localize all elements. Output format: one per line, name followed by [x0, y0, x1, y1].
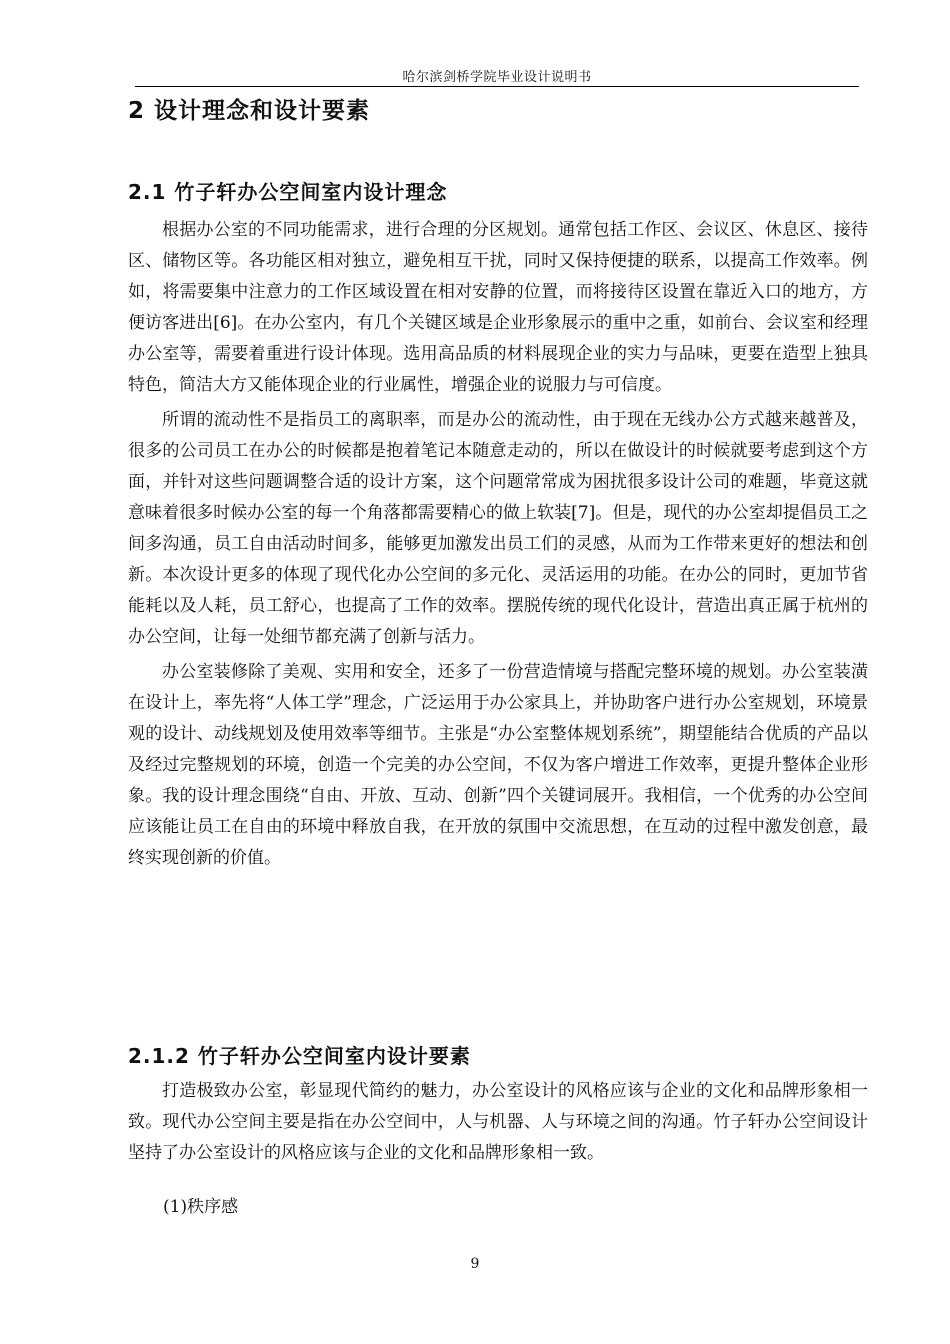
- list-item: (1)秩序感: [163, 1197, 239, 1217]
- paragraph: 根据办公室的不同功能需求，进行合理的分区规划。通常包括工作区、会议区、休息区、接待区、储物区等。各功能区相对独立，避免相互干扰，同时又保持便捷的联系，以提高工作效率。例如，将需要集中注意力的工作区域设置在相对安静的位置，而将接待区设置在靠近入口的地方，方便访客进出[6]。在办公室内，有几个关键区域是企业形象展示的重中之重，如前台、会议室和经理办公室等，需要着重进行设计体现。选用高品质的材料展现企业的实力与品味，更要在造型上独具特色，简洁大方又能体现企业的行业属性，增强企业的说服力与可信度。: [128, 220, 868, 395]
- paragraph: 办公室装修除了美观、实用和安全，还多了一份营造情境与搭配完整环境的规划。办公室装潢在设计上，率先将“人体工学”理念，广泛运用于办公家具上，并协助客户进行办公室规划，环境景观的设计、动线规划及使用效率等细节。主张是“办公室整体规划系统”，期望能结合优质的产品以及经过完整规划的环境，创造一个完美的办公空间，不仅为客户增进工作效率，更提升整体企业形象。我的设计理念围绕“自由、开放、互动、创新”四个关键词展开。我相信，一个优秀的办公空间应该能让员工在自由的环境中释放自我，在开放的氛围中交流思想，在互动的过程中激发创意，最终实现创新的价值。: [128, 662, 868, 868]
- section-2-1-body: [128, 215, 868, 874]
- chapter-title: 2 设计理念和设计要素: [128, 98, 371, 124]
- running-header: 哈尔滨剑桥学院毕业设计说明书: [402, 70, 592, 85]
- section-title-2-1: 2.1 竹子轩办公空间室内设计理念: [128, 180, 448, 204]
- section-2-1-2-body: [128, 1076, 868, 1169]
- paragraph: 打造极致办公室，彰显现代简约的魅力，办公室设计的风格应该与企业的文化和品牌形象相一致。现代办公空间主要是指在办公空间中，人与机器、人与环境之间的沟通。竹子轩办公空间设计坚持了办公室设计的风格应该与企业的文化和品牌形象相一致。: [128, 1081, 868, 1163]
- paragraph: 所谓的流动性不是指员工的离职率，而是办公的流动性，由于现在无线办公方式越来越普及，很多的公司员工在办公的时候都是抱着笔记本随意走动的，所以在做设计的时候就要考虑到这个方面，并针对这些问题调整合适的设计方案，这个问题常常成为困扰很多设计公司的难题，毕竟这就意味着很多时候办公室的每一个角落都需要精心的做上软装[7]。但是，现代的办公室却提倡员工之间多沟通，员工自由活动时间多，能够更加激发出员工们的灵感，从而为工作带来更好的想法和创新。本次设计更多的体现了现代化办公空间的多元化、灵活运用的功能。在办公的同时，更加节省能耗以及人耗，员工舒心，也提高了工作的效率。摆脱传统的现代化设计，营造出真正属于杭州的办公空间，让每一处细节都充满了创新与活力。: [128, 410, 868, 647]
- section-title-2-1-2: 2.1.2 竹子轩办公空间室内设计要素: [128, 1044, 471, 1068]
- header-divider: [135, 86, 859, 87]
- page-number: 9: [470, 1256, 480, 1272]
